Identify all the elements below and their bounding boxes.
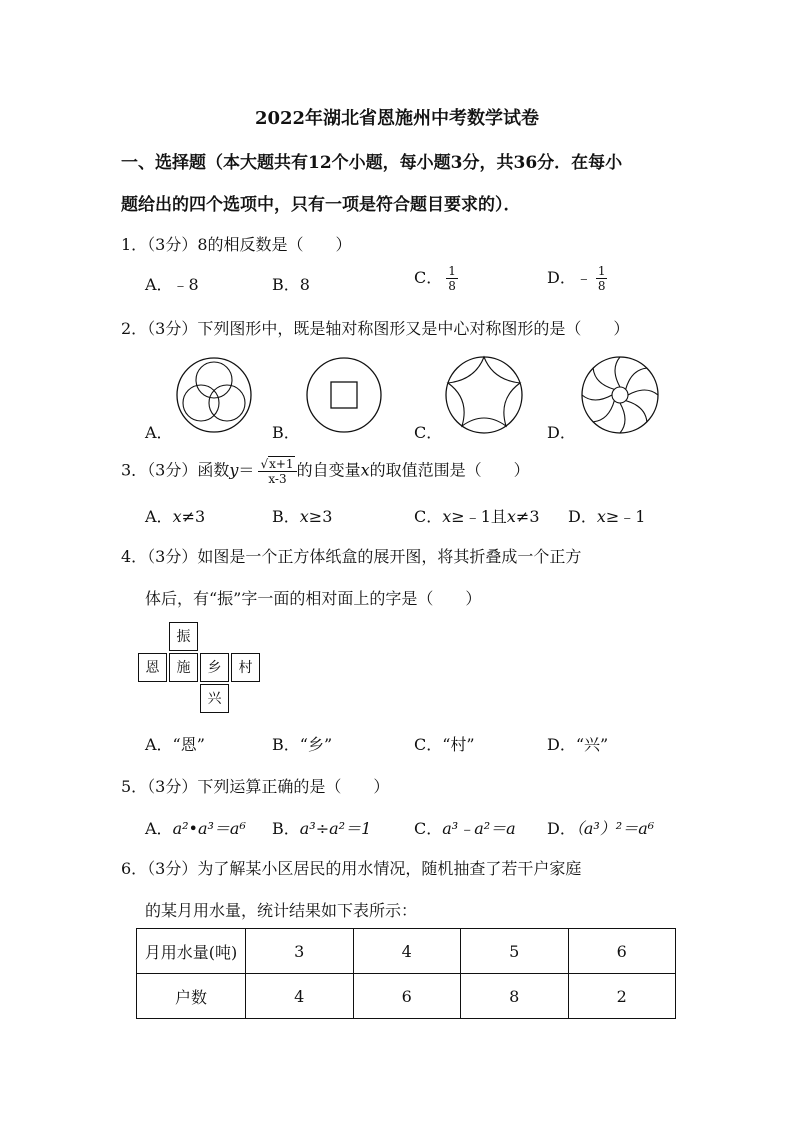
table-cell: 4 [246, 974, 354, 1019]
var-x: x [299, 507, 309, 526]
q2-option-a: A． [145, 423, 173, 442]
q2-figure-b-coin [305, 356, 383, 434]
q1-option-d-fraction [596, 264, 608, 293]
frac-numerator: √x+1 [258, 456, 296, 472]
q3-stem-suffix: 的取值范围是（ ） [369, 460, 530, 480]
q3-option-b [272, 504, 332, 527]
sqrt-radicand: x+1 [269, 457, 294, 471]
option-text: ≥﹣1且 [451, 507, 507, 526]
frac-denominator: 8 [448, 279, 456, 293]
table-header-cell: 户数 [137, 974, 246, 1019]
q6-stem-line1: 6．（3分）为了解某小区居民的用水情况，随机抽查了若干户家庭 [121, 859, 582, 878]
var-x: x [172, 507, 182, 526]
cube-net [138, 622, 260, 714]
option-label: A． [145, 819, 173, 838]
equals-sign: ＝ [238, 460, 255, 480]
option-label: B． [272, 507, 300, 526]
net-cell-cun: 村 [231, 653, 260, 682]
option-label: D． [547, 819, 576, 838]
q1-option-d [547, 264, 607, 293]
net-cell-en: 恩 [138, 653, 167, 682]
q1-option-c [414, 264, 458, 293]
table-cell: 6 [353, 974, 461, 1019]
q3-stem-prefix: 3．（3分）函数 [121, 460, 230, 480]
q4-stem-line2: 体后，有“振”字一面的相对面上的字是（ ） [145, 589, 482, 608]
table-cell: 4 [353, 929, 461, 974]
var-x: x [596, 507, 606, 526]
section-heading-line1: 一、选择题（本大题共有12个小题，每小题3分，共36分．在每小 [121, 153, 623, 173]
table-cell: 3 [246, 929, 354, 974]
q3-option-c [414, 504, 540, 527]
q5-option-a [145, 816, 246, 839]
q3-stem-mid: 的自变量 [296, 460, 361, 480]
page-title: 2022年湖北省恩施州中考数学试卷 [254, 108, 540, 129]
option-label: A． [145, 507, 173, 526]
q5-option-c [414, 816, 516, 839]
section-heading-line2: 题给出的四个选项中，只有一项是符合题目要求的）． [121, 195, 521, 215]
q2-option-b: B． [272, 423, 300, 442]
net-cell-zhen: 振 [169, 622, 198, 651]
q4-option-a: A．“恩” [145, 735, 205, 754]
q1-option-c-label: C． [414, 268, 443, 287]
frac-numerator: 1 [597, 264, 606, 278]
q2-figure-d-pinwheel [580, 355, 660, 435]
q1-option-b: B．8 [272, 275, 310, 294]
var-x: x [442, 507, 452, 526]
var-y: y [229, 460, 239, 480]
var-x: x [360, 460, 370, 480]
option-expression: a³﹣a²＝a [442, 819, 516, 838]
q5-stem: 5．（3分）下列运算正确的是（ ） [121, 777, 390, 796]
q4-stem-line1: 4．（3分）如图是一个正方体纸盒的展开图，将其折叠成一个正方 [121, 547, 582, 566]
q4-option-d: D．“兴” [547, 735, 609, 754]
table-cell: 2 [568, 974, 676, 1019]
var-x: x [506, 507, 516, 526]
table-row [137, 974, 676, 1019]
q3-option-a [145, 504, 205, 527]
net-cell-xiang: 乡 [200, 653, 229, 682]
q6-stem-line2: 的某月用水量，统计结果如下表所示： [145, 901, 418, 920]
option-label: C． [414, 819, 443, 838]
option-label: C． [414, 507, 443, 526]
q2-figure-c-star [443, 354, 525, 436]
option-text: ≠3 [181, 507, 206, 526]
net-cell-xing: 兴 [200, 684, 229, 713]
q1-option-c-fraction [446, 264, 458, 293]
q1-option-a: A．﹣8 [145, 275, 199, 294]
option-label: D． [568, 507, 597, 526]
option-expression: （a³）²＝a⁶ [575, 819, 655, 838]
q4-option-b: B．“乡” [272, 735, 333, 754]
q3-fraction [258, 456, 296, 486]
q2-stem: 2．（3分）下列图形中，既是轴对称图形又是中心对称图形的是（ ） [121, 319, 630, 338]
q2-option-d: D． [547, 423, 576, 442]
option-label: B． [272, 819, 300, 838]
table-cell: 6 [568, 929, 676, 974]
net-cell-shi: 施 [169, 653, 198, 682]
q1-stem: 1．（3分）8的相反数是（ ） [121, 235, 352, 254]
table-cell: 5 [461, 929, 569, 974]
frac-denominator: 8 [597, 279, 606, 293]
frac-numerator: 1 [448, 264, 456, 278]
option-text: ≥﹣1 [605, 507, 646, 526]
option-expression: a²•a³＝a⁶ [172, 819, 246, 838]
q2-figure-a-three-petal [175, 356, 253, 434]
table-row [137, 929, 676, 974]
q5-option-d [547, 816, 654, 839]
option-expression: a³÷a²＝1 [299, 819, 372, 838]
frac-denominator: x-3 [268, 472, 287, 486]
water-usage-table [136, 928, 676, 1019]
table-header-cell: 月用水量(吨) [137, 929, 246, 974]
option-text: ≠3 [515, 507, 540, 526]
q2-option-c: C． [414, 423, 443, 442]
q4-option-c: C．“村” [414, 735, 475, 754]
q1-option-d-label: D．﹣ [547, 268, 592, 287]
option-text: ≥3 [308, 507, 333, 526]
table-cell: 8 [461, 974, 569, 1019]
q5-option-b [272, 816, 371, 839]
q3-stem [121, 456, 530, 486]
q3-option-d [568, 504, 645, 527]
